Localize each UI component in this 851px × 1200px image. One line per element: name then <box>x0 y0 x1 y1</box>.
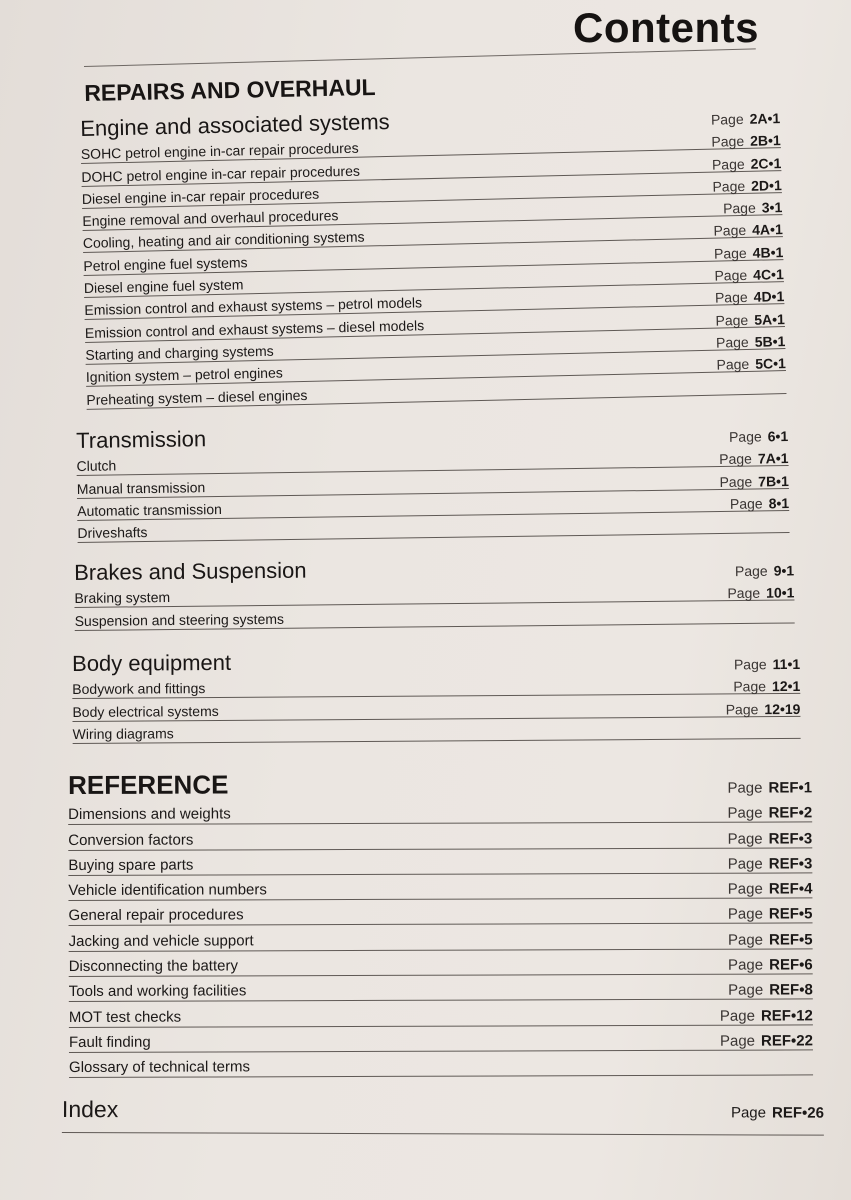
page-word: Page <box>719 1007 755 1025</box>
toc-page-ref <box>728 855 813 872</box>
toc-page-ref <box>711 132 781 150</box>
toc-page-ref <box>727 585 794 602</box>
section-0 <box>80 100 786 409</box>
header-rule <box>84 48 756 67</box>
toc-page-ref <box>730 495 789 512</box>
toc-entry-label: Body electrical systems <box>72 702 219 720</box>
toc-entry-label: Wiring diagrams <box>72 725 174 742</box>
toc-page-ref <box>727 779 812 796</box>
section-1 <box>76 418 790 543</box>
toc-entry-label: Braking system <box>74 589 171 607</box>
page-word: Page <box>734 562 768 580</box>
toc-entry-label: Conversion factors <box>68 831 194 849</box>
page-word: Page <box>714 289 748 307</box>
toc-entry-label: Fault finding <box>68 1033 151 1051</box>
page-word: Page <box>713 222 747 240</box>
page-word: Page <box>719 1032 756 1050</box>
page-number: REF•2 <box>768 804 813 822</box>
page-number: 9•1 <box>773 562 795 579</box>
toc-page-ref <box>716 333 786 351</box>
page-word: Page <box>733 656 767 673</box>
toc-page-ref <box>720 1032 813 1049</box>
page-number: REF•3 <box>768 855 813 873</box>
toc-entry-label: DOHC petrol engine in-car repair procedures <box>81 162 361 185</box>
page-number: REF•12 <box>760 1007 813 1025</box>
page-number: 2C•1 <box>750 154 782 172</box>
index-row[interactable] <box>62 1096 824 1136</box>
page-word: Page <box>727 880 763 898</box>
toc-page-ref <box>726 701 801 718</box>
page-word: Page <box>727 855 763 873</box>
toc-page-ref <box>735 562 794 579</box>
page-word: Page <box>711 133 745 150</box>
page-number: 11•1 <box>772 655 801 673</box>
toc-entry-label: Tools and working facilities <box>68 982 247 1001</box>
page-number: 7A•1 <box>757 450 789 467</box>
section-4 <box>68 767 813 1078</box>
toc-entry-label: General repair procedures <box>68 906 244 925</box>
toc-entry-label: Automatic transmission <box>77 500 222 519</box>
toc-entry-label: Vehicle identification numbers <box>68 881 267 900</box>
page-word: Page <box>716 356 750 373</box>
toc-page-ref <box>728 830 813 847</box>
toc-page-ref <box>711 110 781 128</box>
toc-page-ref <box>728 982 813 999</box>
toc-page-ref <box>728 906 813 923</box>
toc-entry-label: Dimensions and weights <box>68 805 231 824</box>
page-number: 4C•1 <box>753 266 784 283</box>
toc-entry-label: Driveshafts <box>77 524 148 542</box>
toc-page-ref <box>728 881 813 898</box>
toc-page-ref <box>723 199 783 216</box>
toc-page-ref <box>734 656 800 672</box>
toc-entry-label: Ignition system – petrol engines <box>85 364 283 386</box>
toc-entry-label: Diesel engine fuel system <box>83 276 244 297</box>
page-word: Page <box>714 266 748 284</box>
page-number: REF•3 <box>768 829 813 848</box>
page-word: Page <box>719 473 753 490</box>
index-label: Index <box>61 1096 119 1123</box>
toc-page-ref <box>733 678 800 694</box>
toc-entry-label: Diesel engine in-car repair procedures <box>81 185 320 207</box>
page-word: Page <box>728 428 762 445</box>
page-number: 12•1 <box>771 678 801 695</box>
page-word: Page <box>727 804 763 822</box>
page-number: 4B•1 <box>752 243 784 261</box>
page-number: REF•6 <box>769 956 813 974</box>
toc-entry-label: Clutch <box>76 457 117 475</box>
toc-entry-label: Jacking and vehicle support <box>68 932 254 950</box>
section-title: Transmission <box>76 426 207 453</box>
toc-entry-label: Petrol engine fuel systems <box>83 254 248 274</box>
page-number: REF•4 <box>768 880 813 898</box>
page-title: Contents <box>573 4 759 51</box>
page-word: Page <box>713 244 747 262</box>
toc-entry-label: SOHC petrol engine in-car repair procedures <box>80 139 359 163</box>
toc-entry-label: Emission control and exhaust systems – petrol models <box>84 294 423 319</box>
page-number: 5A•1 <box>754 310 785 328</box>
page-word: Page <box>725 700 759 718</box>
toc-entry-label: Emission control and exhaust systems – diesel models <box>84 316 425 341</box>
toc-page-ref <box>714 266 784 284</box>
toc-entry-label: Suspension and steering systems <box>74 610 285 629</box>
page-word: Page <box>729 495 763 512</box>
page-number: 6•1 <box>767 428 789 445</box>
page-word: Page <box>727 830 763 848</box>
toc-entry-label: Engine removal and overhaul procedures <box>82 207 339 230</box>
page-number: 7B•1 <box>758 472 789 490</box>
page-number: 12•19 <box>764 700 801 717</box>
section-3 <box>72 646 801 744</box>
page-number: 4D•1 <box>753 288 785 306</box>
page-word: Page <box>711 155 745 173</box>
toc-page-ref <box>715 288 785 306</box>
page-number: REF•5 <box>768 931 813 949</box>
toc-entry-label: Glossary of technical terms <box>69 1058 250 1077</box>
page-word: Page <box>722 199 756 217</box>
page-word: Page <box>715 333 749 351</box>
toc-page-ref <box>728 931 813 948</box>
page-number: 2B•1 <box>749 132 781 150</box>
toc-page-ref <box>720 1007 813 1024</box>
page-number: 5B•1 <box>754 333 786 350</box>
page-number: 4A•1 <box>751 221 783 239</box>
page-number: REF•22 <box>760 1032 813 1050</box>
page-number: 2A•1 <box>749 110 781 127</box>
main-heading: REPAIRS AND OVERHAUL <box>84 73 376 106</box>
page-word: Page <box>712 177 746 195</box>
page-word: Page <box>727 931 764 949</box>
toc-entry-label: MOT test checks <box>68 1008 182 1026</box>
toc-page-ref <box>715 311 785 329</box>
page-word: Page <box>727 779 763 797</box>
toc-page-ref <box>712 177 782 195</box>
page-number: REF•8 <box>769 981 813 999</box>
toc-page-ref <box>714 244 784 262</box>
toc-page-ref <box>729 428 788 445</box>
toc-page-ref <box>712 155 782 173</box>
toc-page-ref <box>719 450 789 467</box>
page-word: Page <box>728 956 764 974</box>
page-word: Page <box>728 981 764 1000</box>
section-title: Engine and associated systems <box>80 108 390 141</box>
toc-page-ref <box>719 473 789 490</box>
toc-page-ref <box>728 956 813 973</box>
toc-entry-label: Cooling, heating and air conditioning systems <box>82 229 365 252</box>
section-2 <box>74 552 795 630</box>
toc-entry-label: Disconnecting the battery <box>68 957 238 976</box>
page-number: REF•5 <box>768 905 813 924</box>
toc-page-ref <box>727 805 812 822</box>
page-number: 10•1 <box>766 584 795 602</box>
section-title: REFERENCE <box>68 769 229 800</box>
toc-entry-label: Starting and charging systems <box>85 342 274 363</box>
index-page-ref: Page REF•26 <box>730 1104 824 1122</box>
page-number: 2D•1 <box>750 176 782 194</box>
toc-entry-label: Buying spare parts <box>68 856 194 874</box>
page-number: 3•1 <box>761 199 783 216</box>
section-title: Brakes and Suspension <box>74 557 307 585</box>
section-title: Body equipment <box>72 649 232 676</box>
page-word: Page <box>727 585 761 602</box>
toc-page-ref <box>716 355 786 373</box>
toc-page-ref <box>713 222 783 240</box>
page-word: Page <box>710 110 744 128</box>
page-word: Page <box>715 311 749 329</box>
page-word: Page <box>727 906 763 924</box>
toc-entry-label: Bodywork and fittings <box>72 680 206 698</box>
page-number: 8•1 <box>768 494 790 512</box>
page-word: Page <box>719 450 753 468</box>
toc-entry-label: Manual transmission <box>76 478 206 497</box>
page-word: Page <box>733 678 767 695</box>
page-number: 5C•1 <box>755 355 786 373</box>
page-number: REF•1 <box>768 779 813 797</box>
toc-entry-label: Preheating system – diesel engines <box>86 386 308 408</box>
